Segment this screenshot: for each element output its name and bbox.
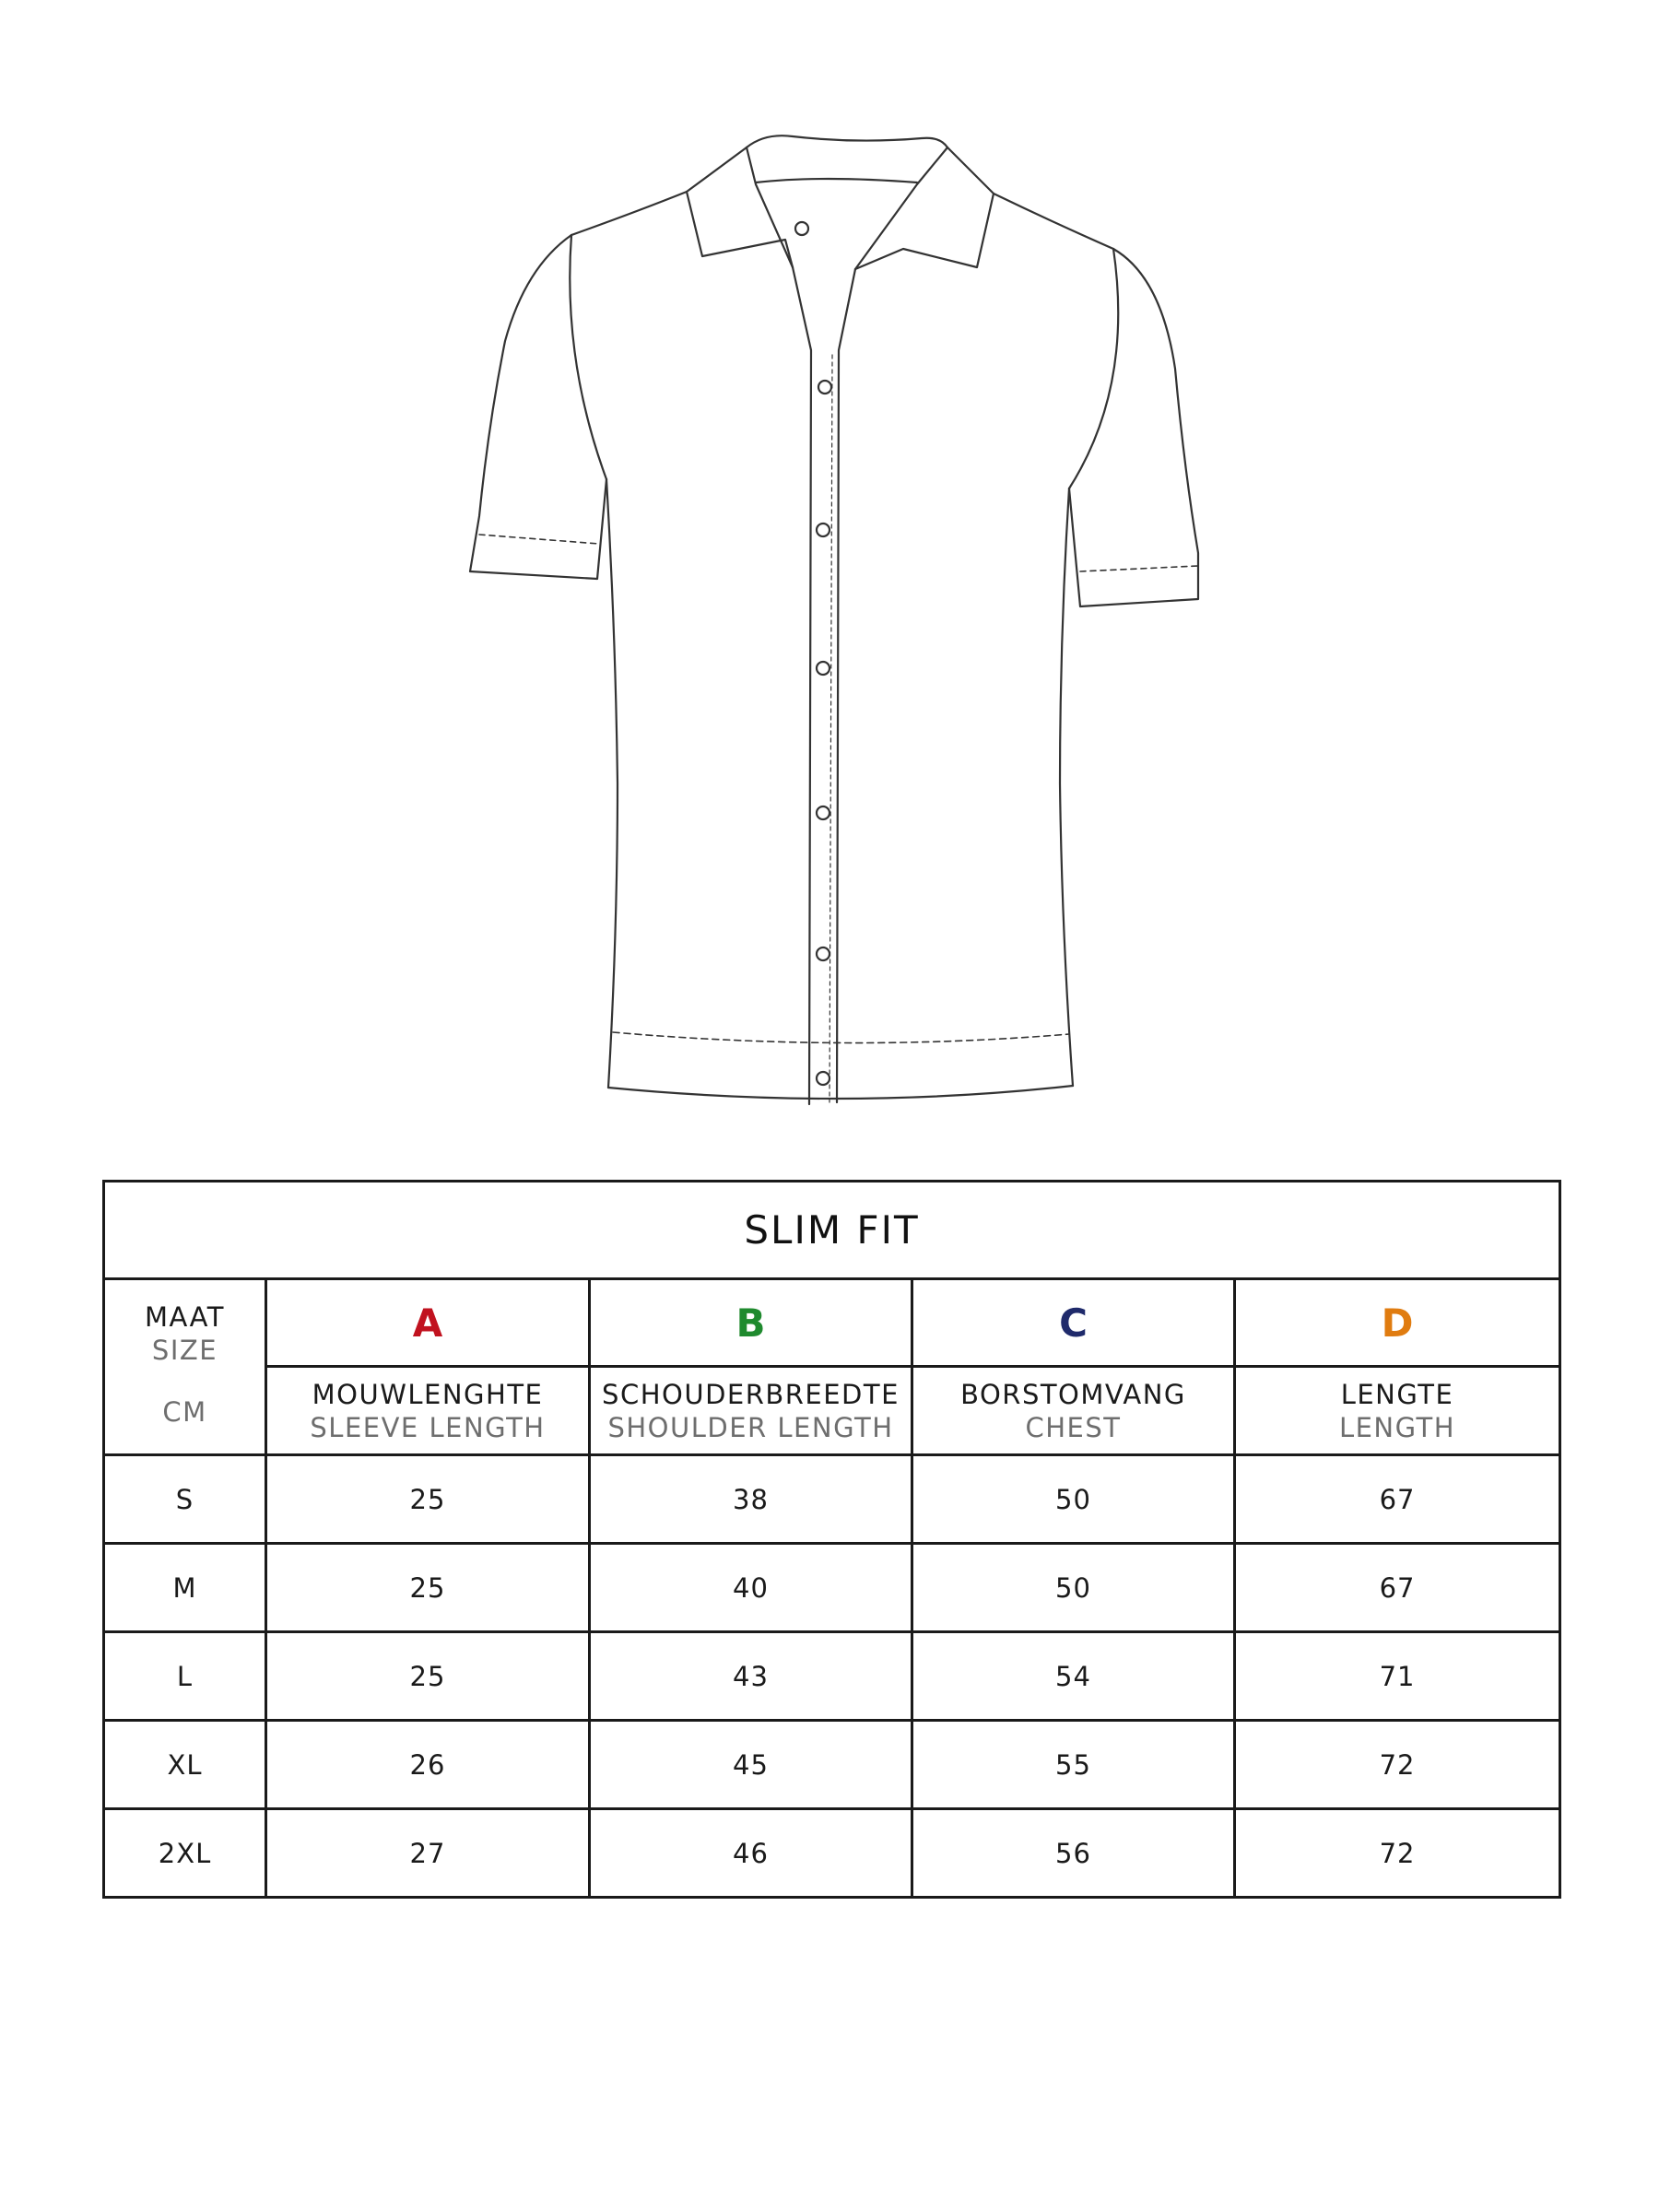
shirt-illustration xyxy=(424,120,1235,1124)
size-cell: S xyxy=(104,1455,266,1544)
value-cell: 50 xyxy=(912,1455,1235,1544)
value-cell: 27 xyxy=(266,1809,590,1898)
column-letter: D xyxy=(1381,1300,1414,1346)
size-cell: M xyxy=(104,1544,266,1632)
table-row xyxy=(104,1809,1560,1898)
column-label-c xyxy=(912,1367,1235,1455)
value-cell: 67 xyxy=(1235,1455,1560,1544)
column-label-secondary: CHEST xyxy=(1025,1411,1122,1443)
column-label-primary: LENGTE xyxy=(1340,1378,1454,1410)
column-letter: A xyxy=(412,1300,443,1346)
value-cell: 25 xyxy=(266,1455,590,1544)
table-row xyxy=(104,1544,1560,1632)
column-letter-d xyxy=(1235,1279,1560,1367)
value-cell: 72 xyxy=(1235,1721,1560,1809)
value-cell: 43 xyxy=(590,1632,912,1721)
column-label-a xyxy=(266,1367,590,1455)
size-chart-table xyxy=(102,1180,1561,1899)
value-cell: 45 xyxy=(590,1721,912,1809)
column-letter-b xyxy=(590,1279,912,1367)
column-label-primary: MOUWLENGHTE xyxy=(312,1378,544,1410)
column-label-primary: SCHOUDERBREEDTE xyxy=(602,1378,900,1410)
column-label-secondary: SHOULDER LENGTH xyxy=(607,1411,894,1443)
value-cell: 25 xyxy=(266,1544,590,1632)
unit-label: CM xyxy=(162,1396,207,1428)
column-label-secondary: SLEEVE LENGTH xyxy=(310,1411,546,1443)
column-letter-a xyxy=(266,1279,590,1367)
column-label-b xyxy=(590,1367,912,1455)
value-cell: 67 xyxy=(1235,1544,1560,1632)
value-cell: 56 xyxy=(912,1809,1235,1898)
table-row xyxy=(104,1721,1560,1809)
size-cell: L xyxy=(104,1632,266,1721)
value-cell: 25 xyxy=(266,1632,590,1721)
size-header-primary: MAAT xyxy=(145,1301,225,1333)
value-cell: 71 xyxy=(1235,1632,1560,1721)
table-row xyxy=(104,1455,1560,1544)
value-cell: 72 xyxy=(1235,1809,1560,1898)
column-letter: C xyxy=(1059,1300,1088,1346)
table-row xyxy=(104,1632,1560,1721)
column-letter: B xyxy=(735,1300,766,1346)
size-cell: XL xyxy=(104,1721,266,1809)
value-cell: 50 xyxy=(912,1544,1235,1632)
shirt-icon xyxy=(424,120,1235,1124)
value-cell: 54 xyxy=(912,1632,1235,1721)
size-header-cell xyxy=(104,1279,266,1455)
column-letter-c xyxy=(912,1279,1235,1367)
value-cell: 55 xyxy=(912,1721,1235,1809)
column-label-primary: BORSTOMVANG xyxy=(960,1378,1186,1410)
column-label-d xyxy=(1235,1367,1560,1455)
value-cell: 40 xyxy=(590,1544,912,1632)
table-title: SLIM FIT xyxy=(104,1182,1560,1279)
size-cell: 2XL xyxy=(104,1809,266,1898)
value-cell: 26 xyxy=(266,1721,590,1809)
size-header-secondary: SIZE xyxy=(151,1335,218,1366)
value-cell: 46 xyxy=(590,1809,912,1898)
value-cell: 38 xyxy=(590,1455,912,1544)
column-label-secondary: LENGTH xyxy=(1338,1411,1456,1443)
